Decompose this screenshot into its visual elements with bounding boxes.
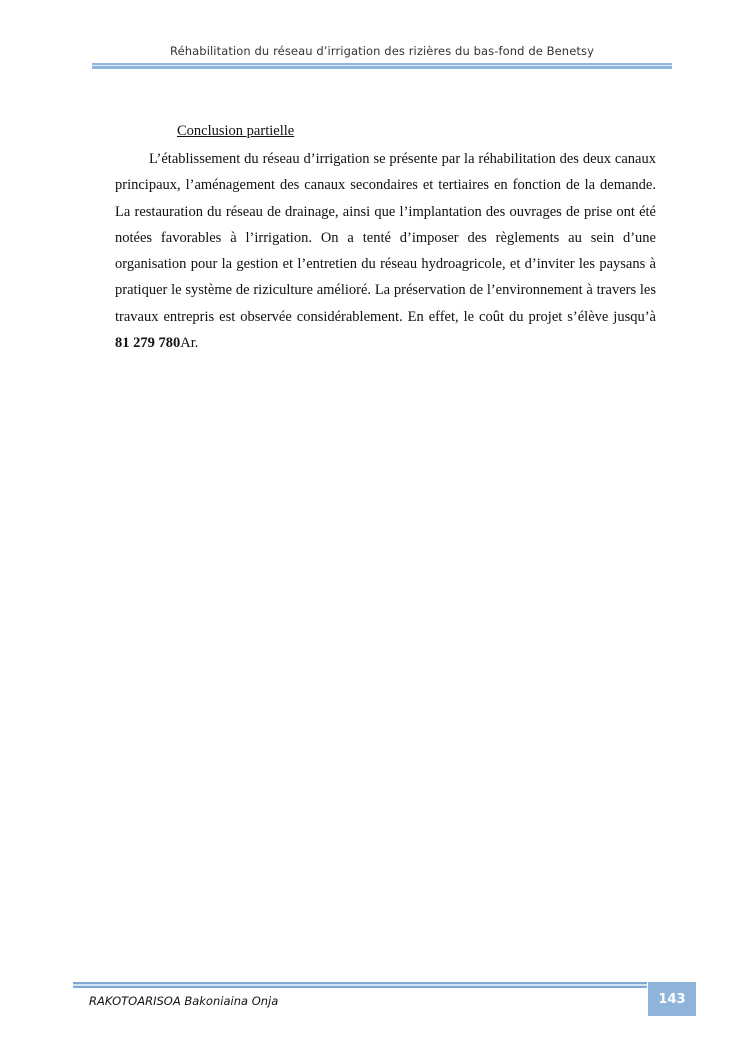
page-number-badge: 143 <box>648 982 696 1016</box>
running-header: Réhabilitation du réseau d’irrigation des rizières du bas-fond de Benetsy <box>170 44 594 58</box>
footer-author: RAKOTOARISOA Bakoniaina Onja <box>89 994 279 1008</box>
project-cost-amount: 81 279 780 <box>115 335 181 352</box>
currency-unit: Ar. <box>180 335 199 352</box>
footer-divider <box>73 982 647 988</box>
paragraph-text: L’établissement du réseau d’irrigation se présente par la réhabilitation des deux canaux principaux, l’aménagement des canaux secondaires et tertiaires en fonction de la demande. La restauration du réseau de drainage, ainsi que l’implantation des ouvrages de prise ont été notées favorables à l’irrigation. On a tenté d’imposer des règlements au sein d’une organisation pour la gestion et l’entretien du réseau hydroagricole, et d’inviter les paysans à pratiquer le système de riziculture amélioré. La préservation de l’environnement à travers les travaux entrepris est observée considérablement. En effet, le coût du projet s’élève jusqu’à <box>115 151 656 325</box>
section-title: Conclusion partielle <box>177 123 295 139</box>
body-paragraph <box>115 146 656 356</box>
page-content <box>115 120 656 356</box>
header-divider <box>92 63 672 69</box>
